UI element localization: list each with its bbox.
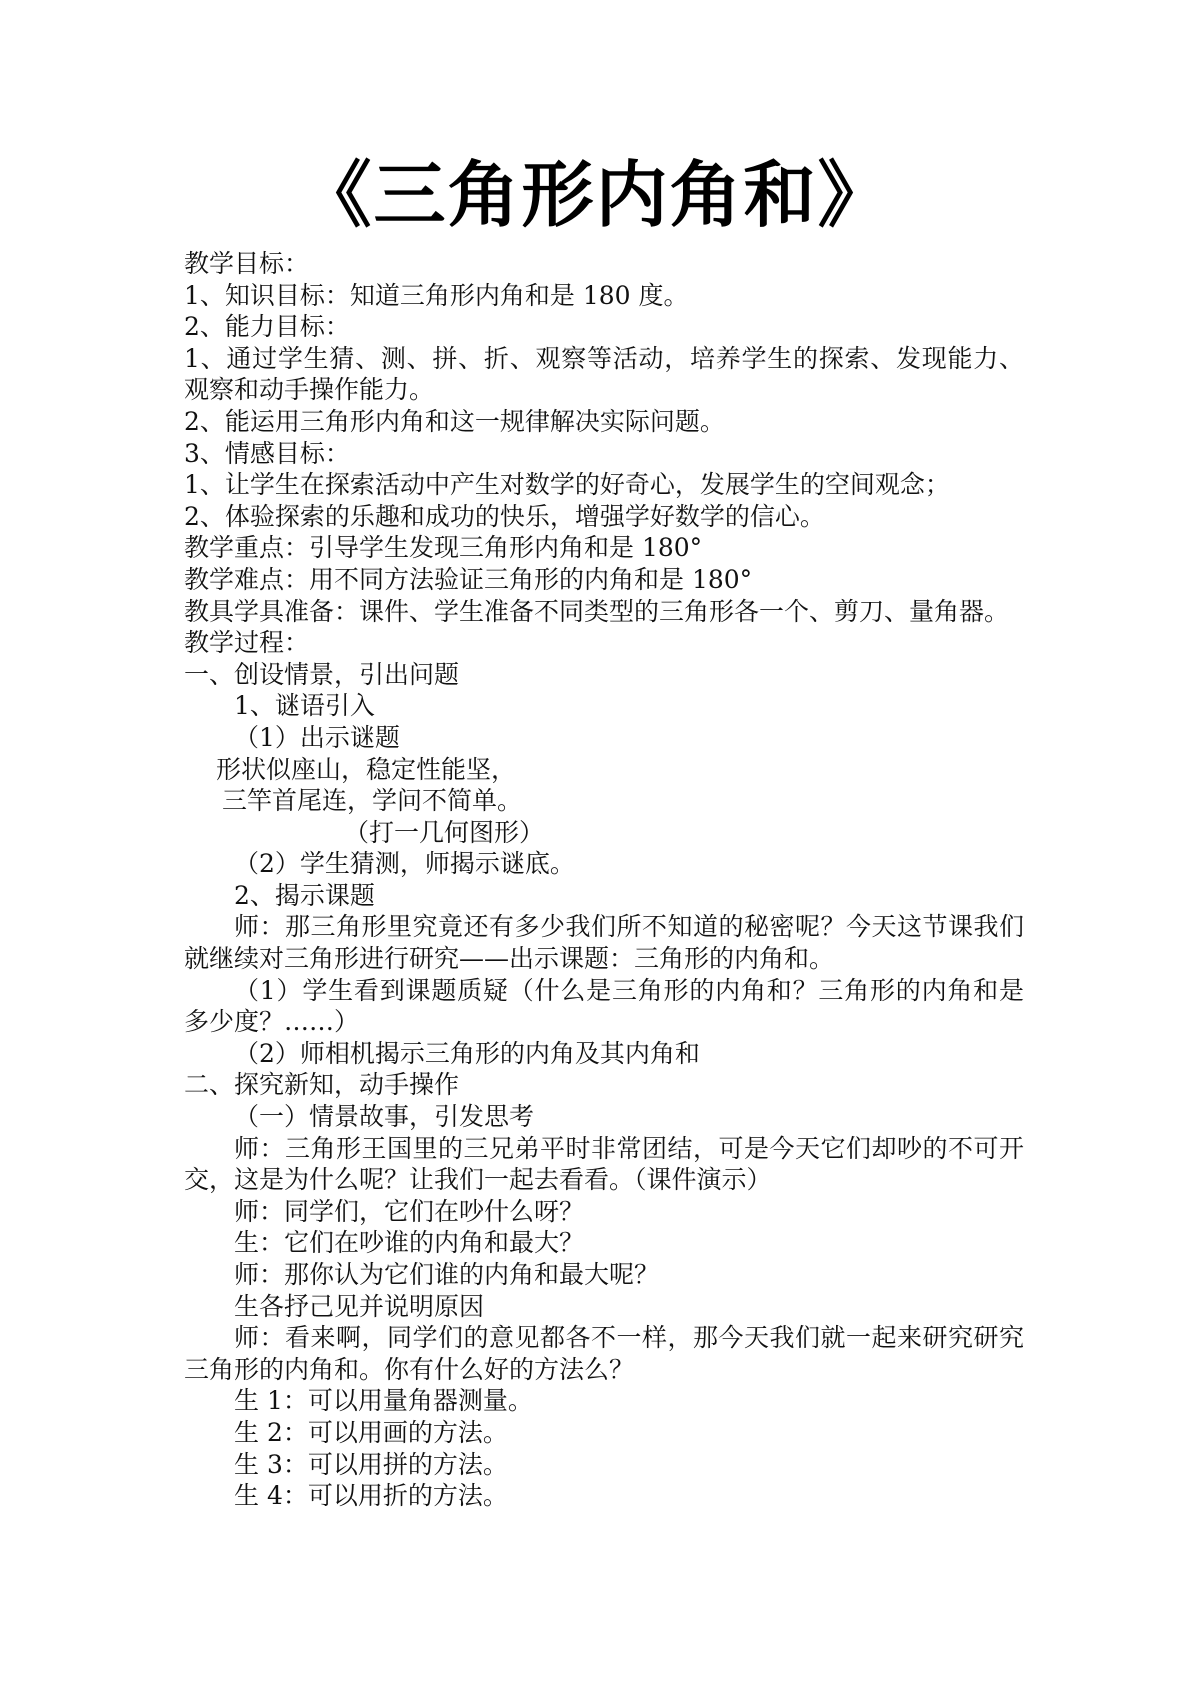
- text-line: （一）情景故事，引发思考: [234, 1102, 535, 1132]
- text-line: 1、知识目标：知道三角形内角和是 180 度。: [184, 280, 689, 310]
- dialogue-line: 师：同学们，它们在吵什么呀？: [234, 1196, 585, 1226]
- text-line: 2、能运用三角形内角和这一规律解决实际问题。: [184, 406, 725, 436]
- text-paragraph: 师：那三角形里究竟还有多少我们所不知道的秘密呢？今天这节课我们就继续对三角形进行研究——出示课题：三角形的内角和。: [184, 912, 1024, 974]
- dialogue-line: 生 2：可以用画的方法。: [234, 1417, 508, 1447]
- text-line: 3、情感目标：: [184, 438, 350, 468]
- text-paragraph: 师：看来啊，同学们的意见都各不一样，那今天我们就一起来研究研究三角形的内角和。你有什么好的方法么？: [184, 1323, 1024, 1384]
- section-heading: 一、创设情景，引出问题: [184, 659, 460, 689]
- text-line: （2）师相机揭示三角形的内角及其内角和: [234, 1038, 700, 1068]
- dialogue-line: 生 4：可以用折的方法。: [234, 1481, 508, 1511]
- text-line: 2、能力目标：: [184, 312, 350, 342]
- text-paragraph: 师：三角形王国里的三兄弟平时非常团结，可是今天它们却吵的不可开交，这是为什么呢？让我们一起去看看。（课件演示）: [184, 1133, 1024, 1195]
- text-line: 1、谜语引入: [234, 691, 375, 721]
- dialogue-line: 师：那你认为它们谁的内角和最大呢？: [234, 1260, 660, 1289]
- riddle-line: 三竿首尾连，学问不简单。: [222, 786, 523, 816]
- dialogue-line: 生 3：可以用拼的方法。: [234, 1449, 508, 1479]
- text-line: （2）学生猜测，师揭示谜底。: [234, 849, 575, 879]
- text-line: 教学目标：: [184, 249, 310, 278]
- text-line: 1、让学生在探索活动中产生对数学的好奇心，发展学生的空间观念；: [184, 470, 950, 500]
- text-line: 教学过程：: [184, 628, 310, 658]
- riddle-line: 形状似座山，稳定性能坚，: [216, 754, 517, 784]
- riddle-hint: （打一几何图形）: [344, 817, 545, 847]
- document-title: 《三角形内角和》: [299, 153, 892, 237]
- text-line: 教学难点：用不同方法验证三角形的内角和是 180°: [184, 564, 753, 594]
- text-line: 2、体验探索的乐趣和成功的快乐，增强学好数学的信心。: [184, 501, 825, 531]
- text-paragraph: （1）学生看到课题质疑（什么是三角形的内角和？三角形的内角和是多少度？……）: [184, 975, 1024, 1037]
- text-line: 2、揭示课题: [234, 880, 375, 910]
- text-paragraph: 1、通过学生猜、测、拼、折、观察等活动，培养学生的探索、发现能力、观察和动手操作能力。: [184, 343, 1024, 405]
- dialogue-line: 生：它们在吵谁的内角和最大？: [234, 1228, 585, 1258]
- dialogue-line: 生 1：可以用量角器测量。: [234, 1386, 533, 1416]
- document-body: [184, 248, 1024, 1512]
- text-paragraph: 教具学具准备：课件、学生准备不同类型的三角形各一个、剪刀、量角器。: [184, 596, 1010, 626]
- section-heading: 二、探究新知，动手操作: [184, 1070, 460, 1100]
- dialogue-line: 生各抒己见并说明原因: [234, 1291, 485, 1321]
- text-line: 教学重点：引导学生发现三角形内角和是 180°: [184, 533, 703, 563]
- text-line: （1）出示谜题: [234, 722, 400, 752]
